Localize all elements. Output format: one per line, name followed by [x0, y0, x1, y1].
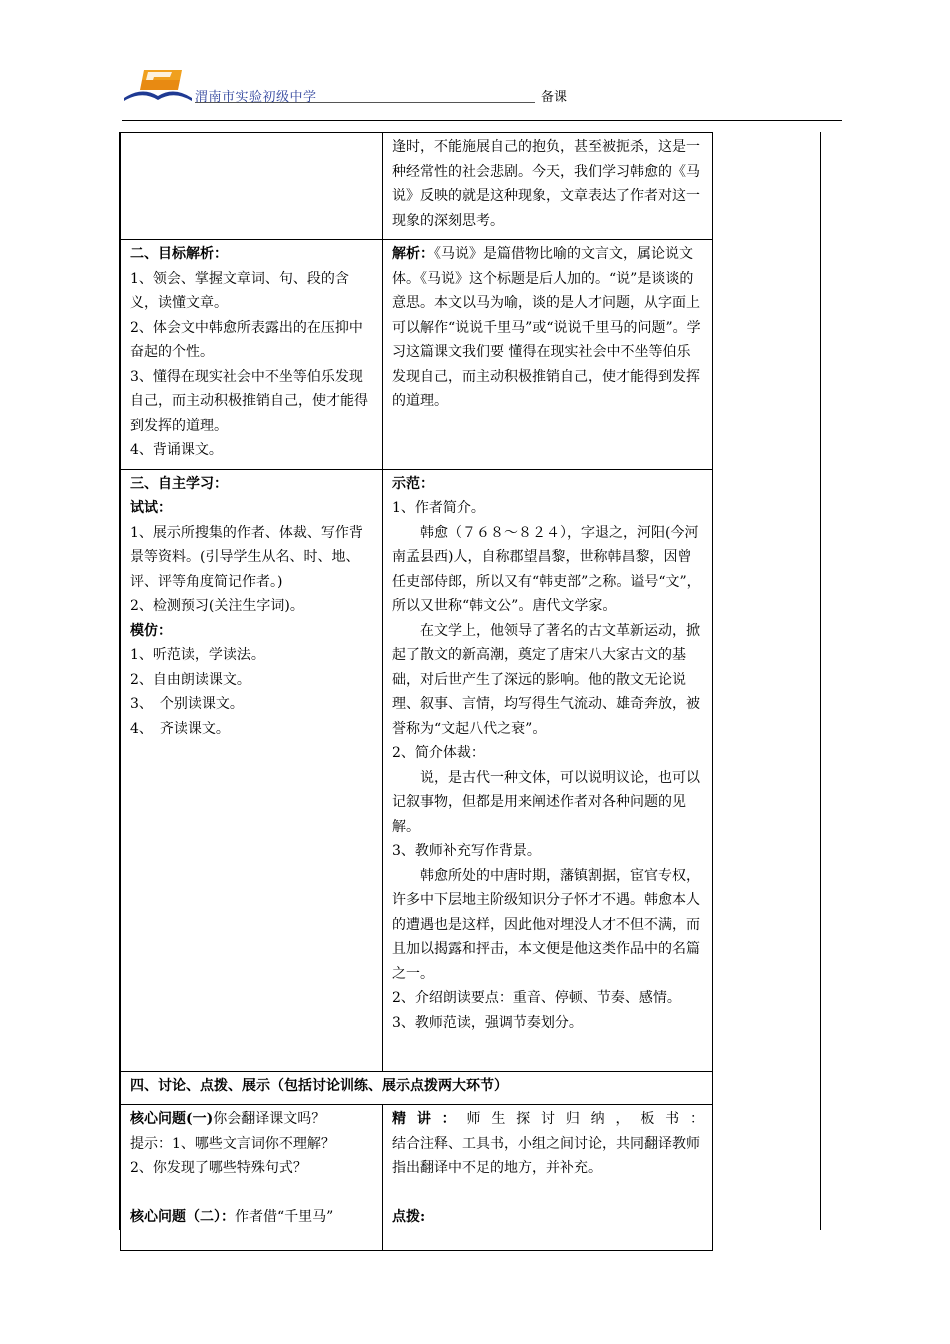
background-text: 韩愈所处的中唐时期，藩镇割据，宦官专权，许多中下层地主阶级知识分子怀才不遇。韩愈本人的遭遇也是这样，因此他对埋没人才不但不满，而且加以揭露和抨击，本文便是他这类作品中的名篇之一。 — [392, 867, 700, 982]
hint-2: 2、你发现了哪些特殊句式？ — [130, 1160, 307, 1176]
analysis-cell — [383, 240, 713, 470]
lecture-label: 精讲： — [392, 1111, 467, 1127]
analysis-label: 解析： — [392, 246, 434, 262]
core-question-2 — [130, 1205, 374, 1230]
reading-points: 2、介绍朗读要点：重音、停顿、节奏、感情。 — [392, 990, 681, 1006]
try-subtitle: 试试： — [130, 500, 172, 516]
spacer — [130, 1181, 374, 1205]
core-question-1 — [130, 1107, 374, 1132]
goal-item: 1、领会、掌握文章词、句、段的含义，读懂文章。 — [130, 270, 349, 311]
goal-item: 2、体会文中韩愈所表露出的在压抑中奋起的个性。 — [130, 319, 363, 360]
core-question-1-text: 你会翻译课文吗？ — [213, 1111, 326, 1127]
background-heading: 3、教师补充写作背景。 — [392, 843, 541, 859]
header-rule — [122, 120, 842, 121]
core-questions-cell — [121, 1105, 383, 1251]
header-label: 备课 — [541, 90, 568, 105]
hint-1: 提示：1、哪些文言词你不理解？ — [130, 1135, 335, 1152]
self-study-cell — [121, 469, 383, 1071]
table-row — [121, 469, 713, 1071]
row1-right-text: 逢时，不能施展自己的抱负，甚至被扼杀，这是一种经常性的社会悲剧。今天，我们学习韩愈的《马说》反映的就是这种现象，文章表达了作者对这一现象的深刻思考。 — [392, 139, 700, 229]
core-question-2-text: 作者借“千里马” — [235, 1208, 334, 1225]
try-item: 1、展示所搜集的作者、体裁、写作背景等资料。(引导学生从名、时、地、评、评等角度简记作者。) — [130, 524, 363, 590]
row1-right-cell — [383, 133, 713, 240]
goals-title: 二、目标解析： — [130, 246, 228, 262]
school-name: 渭南市实验初级中学 — [195, 90, 317, 105]
goals-cell — [121, 240, 383, 470]
teacher-reading: 3、教师范读，强调节奏划分。 — [392, 1014, 583, 1031]
lecture-summary: 师生探讨归纳，板书： — [466, 1111, 704, 1127]
try-item: 2、检测预习(关注生字词)。 — [130, 598, 304, 614]
school-logo-icon — [122, 66, 194, 102]
goal-item: 4、背诵课文。 — [130, 442, 223, 458]
table-row — [121, 240, 713, 470]
core-question-1-label: 核心问题(一) — [130, 1111, 214, 1127]
goal-item: 3、懂得在现实社会中不坐等伯乐发现自己，而主动积极推销自己，使才能得到发挥的道理。 — [130, 368, 368, 434]
lesson-plan-table — [120, 132, 713, 1251]
lecture-title — [392, 1107, 704, 1132]
imitate-item: 1、听范读，学读法。 — [130, 647, 265, 663]
table-row — [121, 1071, 713, 1105]
self-study-title: 三、自主学习： — [130, 475, 228, 492]
demonstration-title: 示范： — [392, 475, 434, 492]
imitate-subtitle: 模仿： — [130, 622, 172, 639]
discussion-header-cell — [121, 1071, 713, 1105]
author-literature-text: 在文学上，他领导了著名的古文革新运动，掀起了散文的新高潮，奠定了唐宋八大家古文的基础，对后世产生了深远的影响。他的散文无论说理、叙事、言情，均写得生气流动、雄奇奔放，被誉称为“文起八代之衰”。 — [392, 622, 700, 737]
analysis-text — [392, 242, 704, 414]
genre-heading: 2、简介体裁： — [392, 745, 485, 761]
analysis-body: 《马说》是篇借物比喻的文言文，属论说文体。《马说》这个标题是后人加的。“说”是谈谈的意思。本文以马为喻，谈的是人才问题，从字面上可以解作“说说千里马”或“说说千里马的问题”。学习这篇课文我们要 懂得在现实社会中不坐等伯乐发现自己，而主动积极推销自己，使才能得到发挥的道理。 — [392, 246, 701, 409]
lecture-cell — [383, 1105, 713, 1251]
row1-left-cell — [121, 133, 383, 240]
guidance-label: 点拨: — [392, 1208, 426, 1225]
spacer — [392, 1181, 704, 1205]
imitate-item: 4、 齐读课文。 — [130, 720, 230, 737]
school-underline — [195, 102, 535, 103]
author-intro-text: 韩愈（７６８～８２４），字退之，河阳(今河南孟县西)人，自称郡望昌黎，世称韩昌黎，因曾任吏部侍郎，所以又有“韩吏部”之称。谥号“文”，所以又世称“韩文公”。唐代文学家。 — [392, 524, 701, 614]
imitate-item: 2、自由朗读课文。 — [130, 671, 251, 688]
author-intro-heading: 1、作者简介。 — [392, 500, 485, 516]
demonstration-cell — [383, 469, 713, 1071]
table-row — [121, 133, 713, 240]
lecture-text: 结合注释、工具书，小组之间讨论，共同翻译教师指出翻译中不足的地方，并补充。 — [392, 1135, 700, 1176]
page-header — [0, 0, 950, 125]
core-question-2-label: 核心问题（二）： — [130, 1208, 235, 1225]
genre-text: 说，是古代一种文体，可以说明议论，也可以记叙事物，但都是用来阐述作者对各种问题的见解。 — [392, 769, 700, 835]
discussion-title: 四、讨论、点拨、展示（包括讨论训练、展示点拨两大环节） — [130, 1077, 508, 1094]
page-frame-right — [820, 132, 821, 1230]
table-row — [121, 1105, 713, 1251]
imitate-item: 3、 个别读课文。 — [130, 696, 244, 712]
